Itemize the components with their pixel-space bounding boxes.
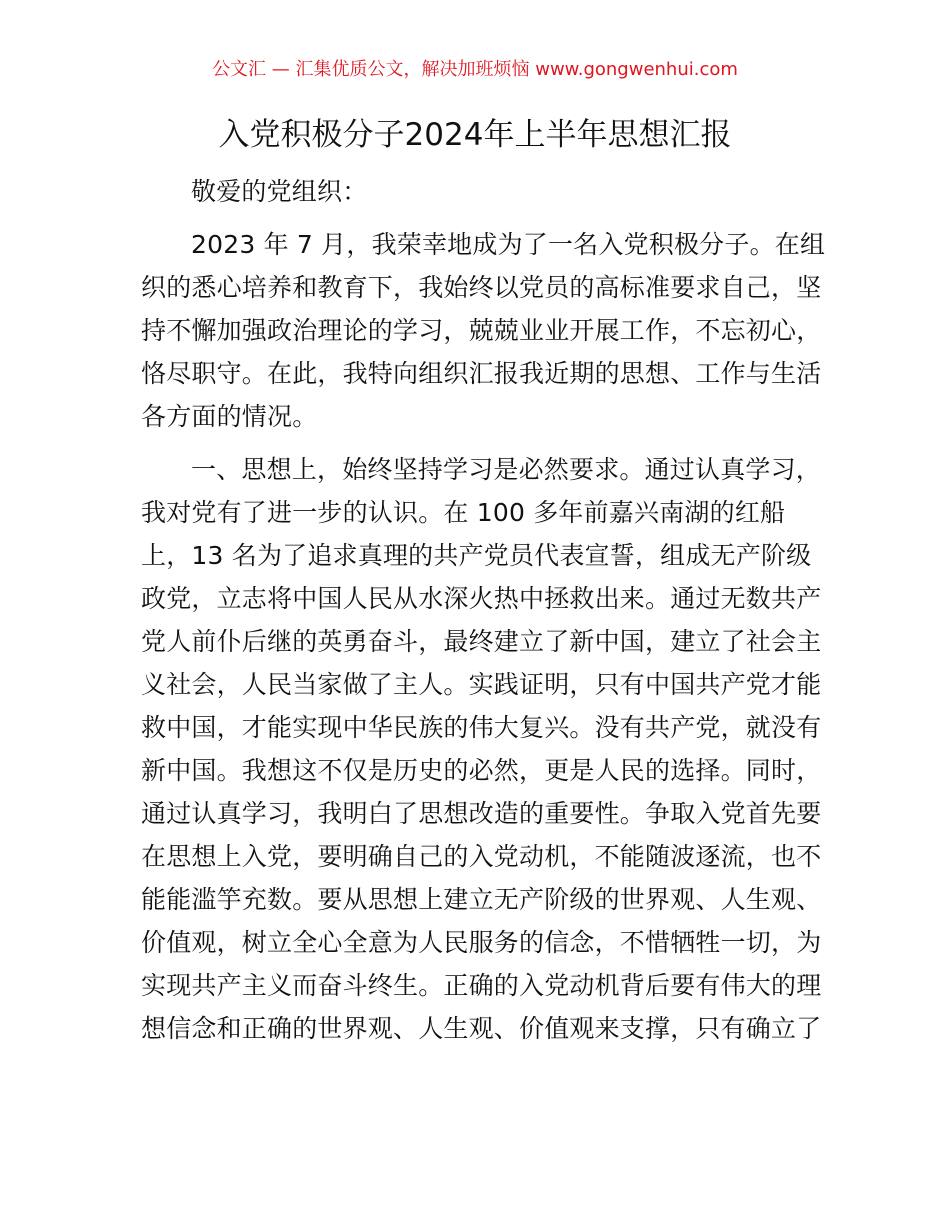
paragraph-thought xyxy=(141,448,822,1050)
salutation: 敬爱的党组织： xyxy=(191,177,368,206)
paragraph-line: 织的悉心培养和教育下，我始终以党员的高标准要求自己，坚 xyxy=(141,273,822,302)
document-body xyxy=(141,170,826,1050)
document-title: 入党积极分子2024年上半年思想汇报 xyxy=(218,117,732,153)
paragraph-line: 通过认真学习，我明白了思想改造的重要性。争取入党首先要 xyxy=(141,799,822,828)
spacer xyxy=(141,213,813,223)
paragraph-intro xyxy=(141,223,826,438)
paragraph-line: 新中国。我想这不仅是历史的必然，更是人民的选择。同时， xyxy=(141,756,822,785)
paragraph-line: 能能滥竽充数。要从思想上建立无产阶级的世界观、人生观、 xyxy=(141,885,822,914)
spacer xyxy=(141,438,813,448)
paragraph-line: 义社会，人民当家做了主人。实践证明，只有中国共产党才能 xyxy=(141,670,822,699)
paragraph-line: 一、思想上，始终坚持学习是必然要求。通过认真学习， xyxy=(191,455,822,484)
paragraph-line: 持不懈加强政治理论的学习，兢兢业业开展工作，不忘初心， xyxy=(141,316,822,345)
paragraph-line: 想信念和正确的世界观、人生观、价值观来支撑，只有确立了 xyxy=(141,1014,822,1043)
paragraph-line: 上，13 名为了追求真理的共产党员代表宣誓，组成无产阶级 xyxy=(141,541,812,570)
paragraph-line: 恪尽职守。在此，我特向组织汇报我近期的思想、工作与生活 xyxy=(141,359,822,388)
paragraph-line: 实现共产主义而奋斗终生。正确的入党动机背后要有伟大的理 xyxy=(141,971,822,1000)
paragraph-line: 党人前仆后继的英勇奋斗，最终建立了新中国，建立了社会主 xyxy=(141,627,822,656)
paragraph-line: 政党，立志将中国人民从水深火热中拯救出来。通过无数共产 xyxy=(141,584,822,613)
paragraph-line: 救中国，才能实现中华民族的伟大复兴。没有共产党，就没有 xyxy=(141,713,822,742)
paragraph-line: 价值观，树立全心全意为人民服务的信念，不惜牺牲一切，为 xyxy=(141,928,822,957)
paragraph-line: 各方面的情况。 xyxy=(141,402,318,431)
paragraph-line: 在思想上入党，要明确自己的入党动机，不能随波逐流，也不 xyxy=(141,842,822,871)
paragraph-line: 我对党有了进一步的认识。在 100 多年前嘉兴南湖的红船 xyxy=(141,498,786,527)
paragraph-line: 2023 年 7 月，我荣幸地成为了一名入党积极分子。在组 xyxy=(191,230,826,259)
watermark-banner: 公文汇 — 汇集优质公文，解决加班烦恼 www.gongwenhui.com xyxy=(212,59,738,80)
